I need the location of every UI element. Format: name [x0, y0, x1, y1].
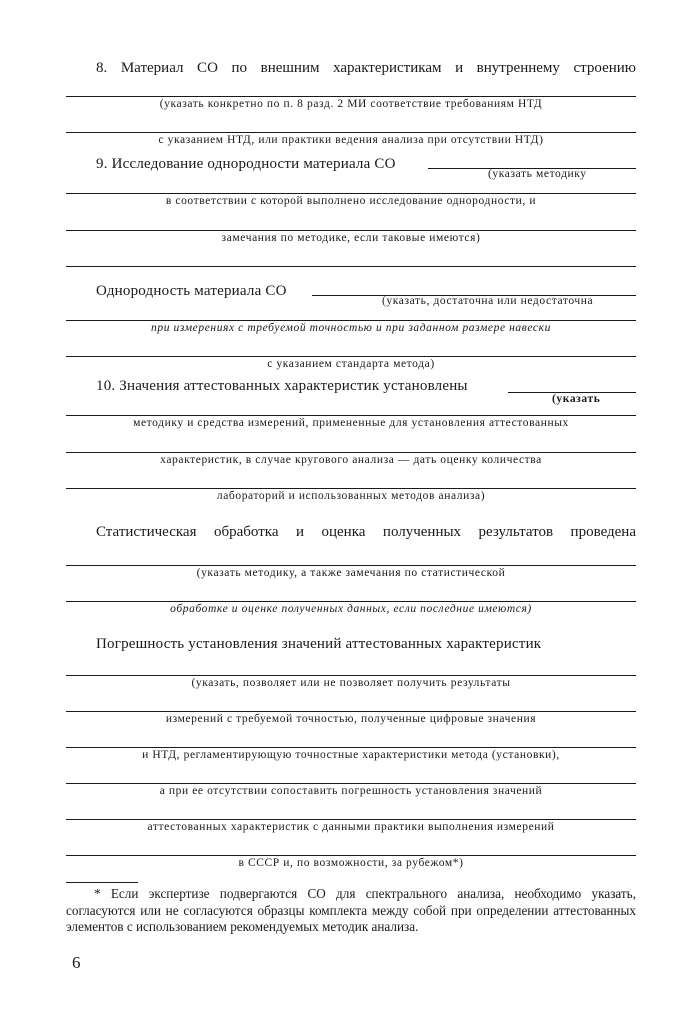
error-hint-1: (указать, позволяет или не позволяет получить результаты — [191, 677, 511, 689]
fill-line — [66, 415, 636, 416]
item8-heading: 8. Материал СО по внешним характеристикам и внутреннему строению — [96, 60, 636, 76]
error-hint-2: измерений с требуемой точностью, полученные цифровые значения — [165, 713, 537, 725]
fill-line — [66, 266, 636, 267]
fill-line — [66, 356, 636, 357]
item8-hint-2: с указанием НТД, или практики ведения анализа при отсутствии НТД) — [158, 134, 544, 146]
fill-line — [66, 855, 636, 856]
footnote-text: * Если экспертизе подвергаются СО для спектрального анализа, необходимо указать, согласуются или не согласуются образцы комплекта между собой при определении аттестованных элементов с использованием рекомендуемых методик анализа. — [66, 886, 636, 934]
statistics-hint-1: (указать методику, а также замечания по статистической — [196, 567, 506, 579]
item9-hint-1: в соответствии с которой выполнено исследование однородности, и — [165, 195, 537, 207]
fill-line — [66, 230, 636, 231]
item9-side-hint: (указать методику — [488, 168, 587, 180]
fill-line — [66, 819, 636, 820]
statistics-hint-2: обработке и оценке полученных данных, если последние имеются) — [170, 603, 532, 615]
item9-heading: 9. Исследование однородности материала СО — [96, 156, 396, 172]
item10-hint-3: лабораторий и использованных методов анализа) — [216, 490, 486, 502]
fill-line — [66, 488, 636, 489]
error-hint-6: в СССР и, по возможности, за рубежом*) — [238, 857, 464, 869]
item10-heading: 10. Значения аттестованных характеристик установлены — [96, 378, 468, 394]
fill-line — [66, 565, 636, 566]
item10-side-hint: (указать — [552, 393, 601, 405]
footnote-separator — [66, 882, 138, 883]
homogeneity-hint-1: при измерениях с требуемой точностью и при заданном размере навески — [151, 322, 551, 334]
item10-hint-1: методику и средства измерений, примененные для установления аттестованных — [133, 417, 569, 429]
homogeneity-heading: Однородность материала СО — [96, 283, 287, 299]
error-hint-5: аттестованных характеристик с данными практики выполнения измерений — [147, 821, 555, 833]
statistics-heading: Статистическая обработка и оценка полученных результатов проведена — [96, 524, 636, 540]
fill-line — [66, 711, 636, 712]
fill-line — [66, 675, 636, 676]
fill-line — [66, 193, 636, 194]
error-hint-3: и НТД, регламентирующую точностные характеристики метода (установки), — [142, 749, 560, 761]
fill-line — [66, 452, 636, 453]
homogeneity-hint-2: с указанием стандарта метода) — [267, 358, 435, 370]
item8-hint-1: (указать конкретно по п. 8 разд. 2 МИ соответствие требованиям НТД — [159, 98, 543, 110]
error-heading: Погрешность установления значений аттестованных характеристик — [96, 636, 542, 652]
fill-line — [66, 132, 636, 133]
fill-line — [66, 783, 636, 784]
item9-hint-2: замечания по методике, если таковые имеются) — [221, 232, 481, 244]
fill-line — [66, 96, 636, 97]
error-hint-4: а при ее отсутствии сопоставить погрешность установления значений — [159, 785, 543, 797]
fill-line — [66, 747, 636, 748]
item10-hint-2: характеристик, в случае кругового анализа — дать оценку количества — [160, 454, 542, 466]
page-number: 6 — [72, 953, 81, 972]
fill-line — [66, 320, 636, 321]
homogeneity-side-hint: (указать, достаточна или недостаточна — [382, 295, 594, 307]
fill-line — [66, 601, 636, 602]
